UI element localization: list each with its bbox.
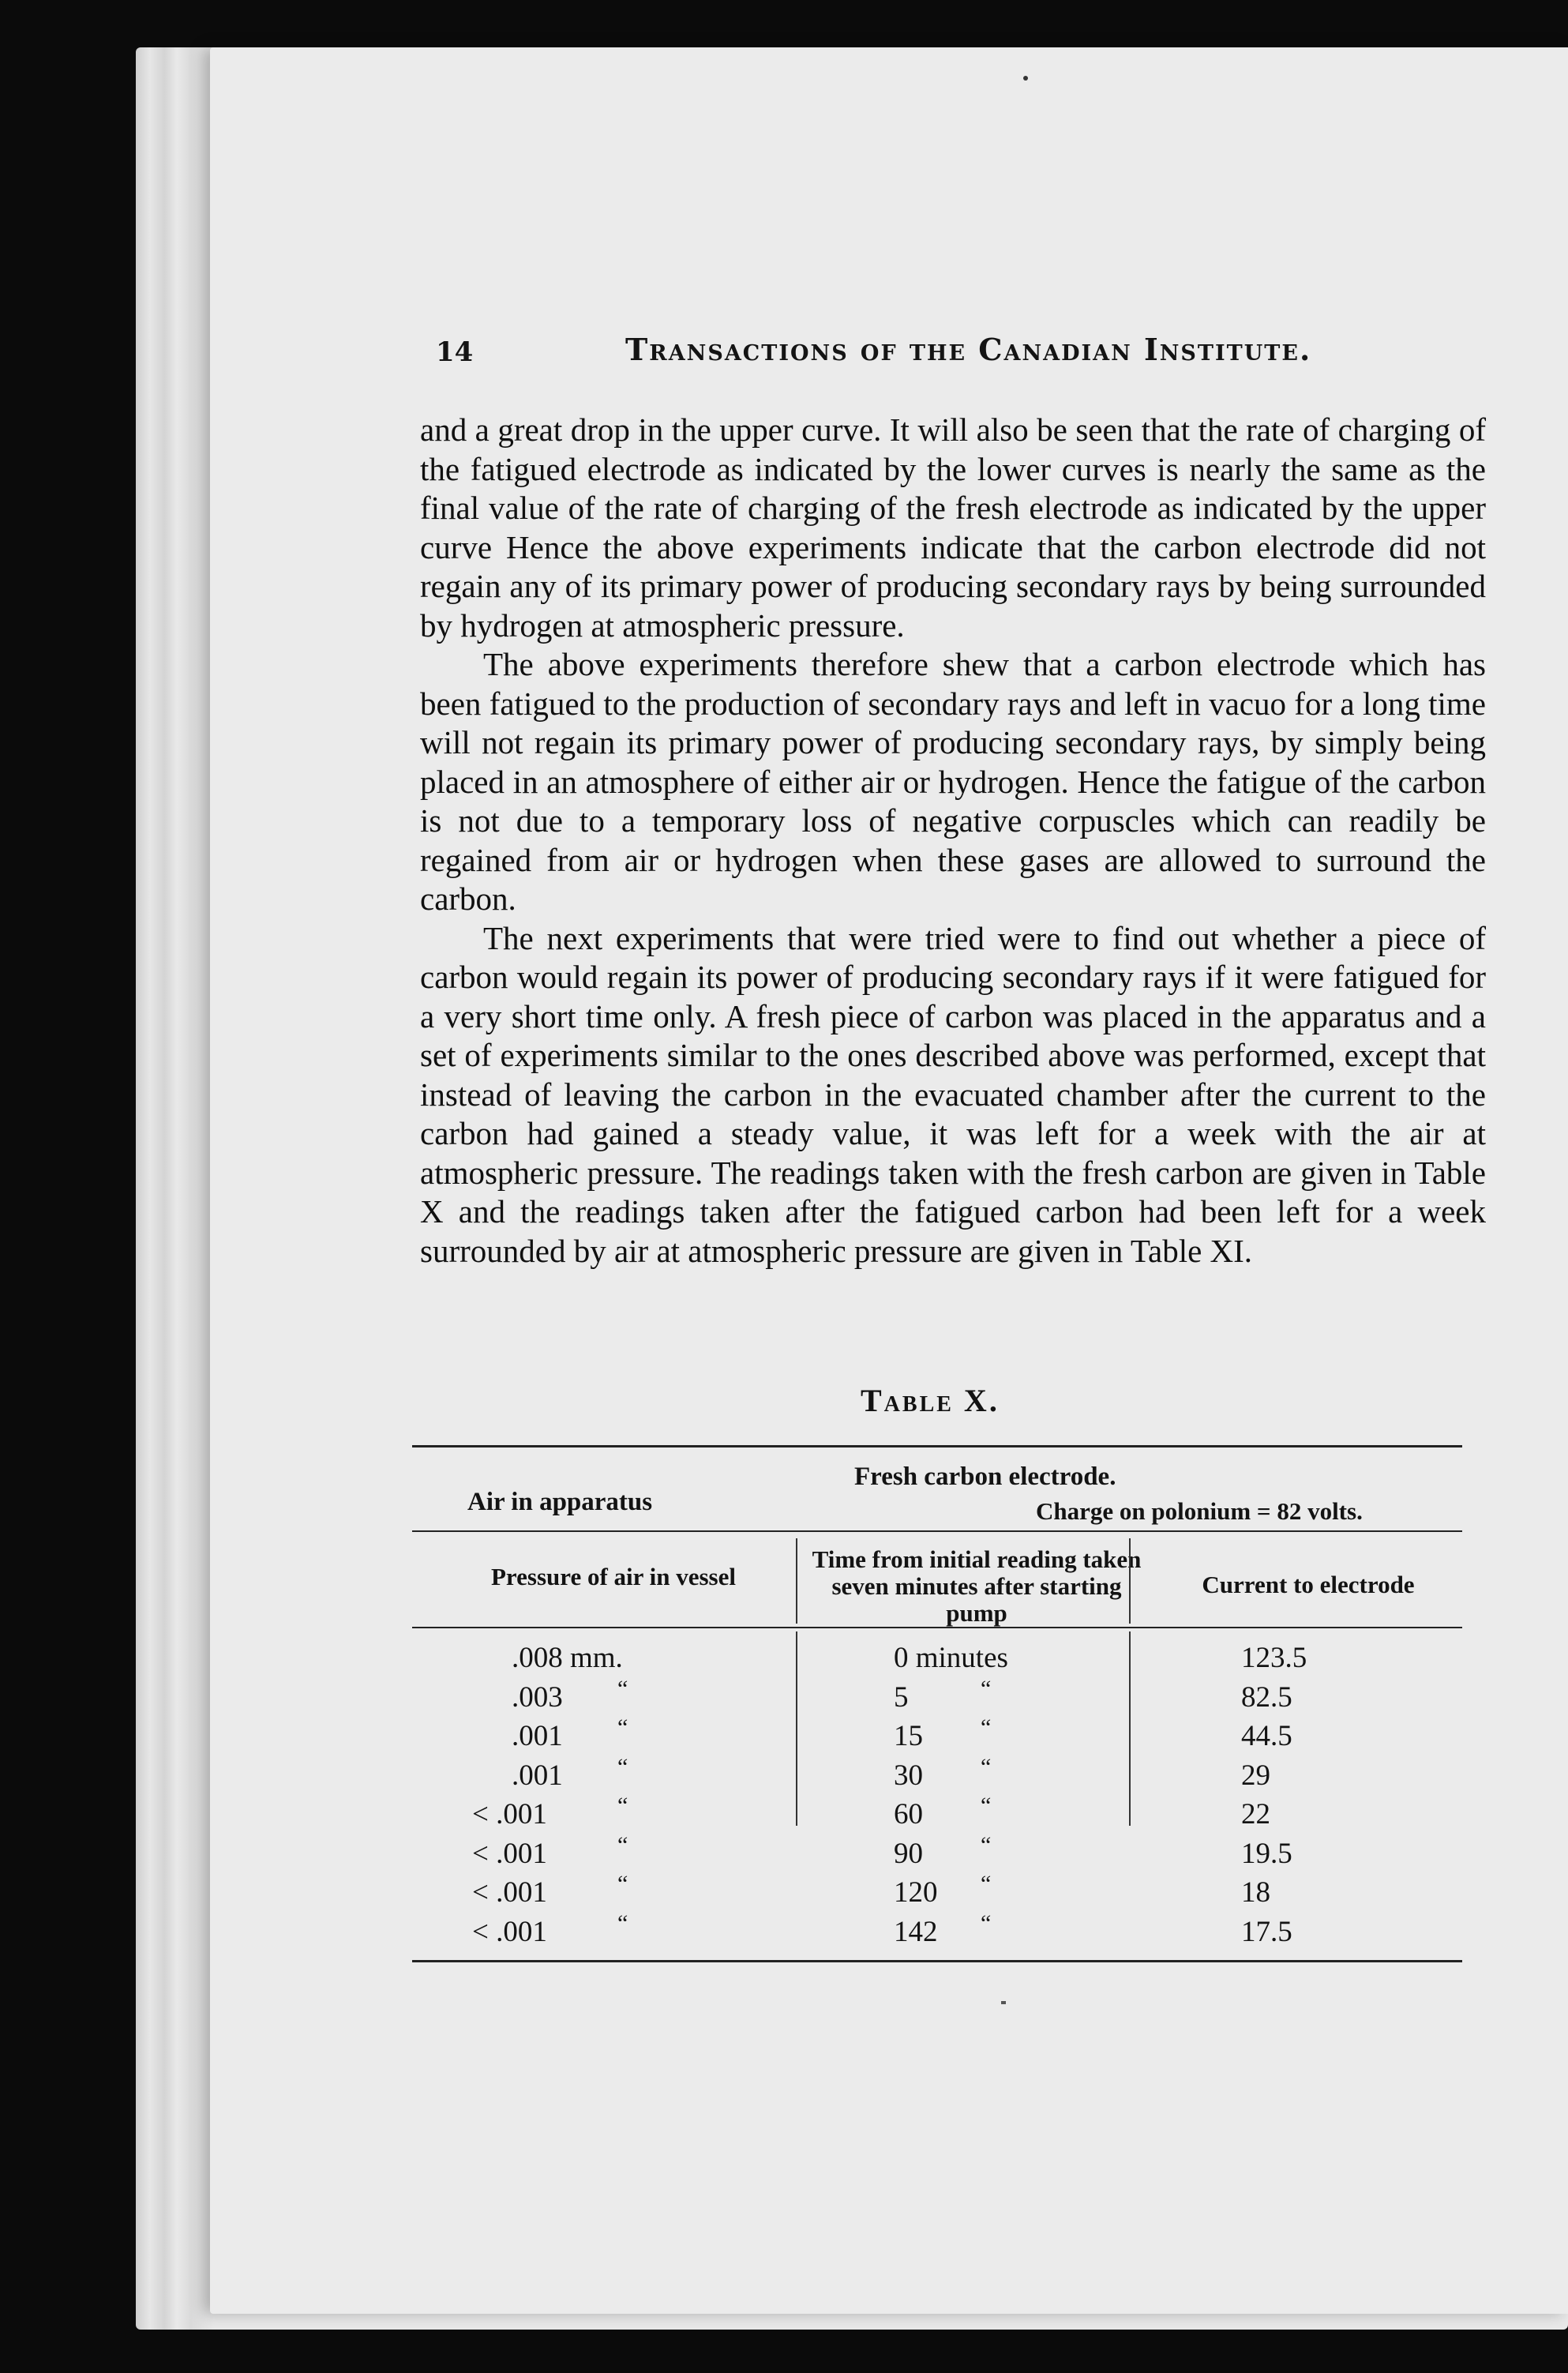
cell-pressure: < .001 xyxy=(472,1837,547,1870)
body-text xyxy=(420,411,1486,1271)
cell-pressure: < .001 xyxy=(472,1876,547,1909)
cell-current: 22 xyxy=(1241,1798,1270,1830)
column-header-current: Current to electrode xyxy=(1202,1571,1415,1598)
paragraph-2: The above experiments therefore shew that a carbon electrode which has been fatigued to the production of secondary rays and left in vacuo for a long time will not regain its primary power of producing secondary rays, by simply being placed in an atmosphere of either air or hydrogen. Hence the fatigue of the carbon is not due to a temporary loss of negative corpuscles which can readily be regained from air or hydrogen when these gases are allowed to surround the carbon. xyxy=(420,646,1486,917)
ditto-mark: “ xyxy=(981,1675,992,1702)
cell-time: 90 xyxy=(894,1837,923,1870)
column-divider xyxy=(796,1538,797,1624)
cell-current: 82.5 xyxy=(1241,1680,1292,1714)
cell-current: 18 xyxy=(1241,1876,1270,1909)
scan-speck xyxy=(1001,2001,1006,2004)
table-bottom-rule xyxy=(412,1960,1462,1962)
cell-time: 30 xyxy=(894,1759,923,1792)
ditto-mark: “ xyxy=(981,1793,992,1819)
column-header-pressure: Pressure of air in vessel xyxy=(491,1563,736,1590)
column-divider xyxy=(1129,1538,1131,1624)
paragraph-1: and a great drop in the upper curve. It will also be seen that the rate of charging of the fatigued electrode as indicated by the lower curves is nearly the same as the final value of the rate of charging of the fresh electrode as indicated by the upper curve Hence the above experiments indicate that the carbon electrode did not regain any of its primary power of producing secondary rays by being surrounded by hydrogen at atmospheric pressure. xyxy=(420,411,1486,644)
ditto-mark: “ xyxy=(617,1909,628,1936)
ditto-mark: “ xyxy=(981,1831,992,1858)
cell-current: 123.5 xyxy=(1241,1642,1307,1674)
ditto-mark: “ xyxy=(617,1675,628,1702)
column-divider xyxy=(796,1631,797,1826)
ditto-mark: “ xyxy=(617,1831,628,1858)
journal-title: Transactions of the Canadian Institute. xyxy=(625,332,1312,367)
ditto-mark: “ xyxy=(981,1714,992,1740)
column-header-time: Time from initial reading taken seven minutes after starting pump xyxy=(812,1545,1142,1627)
paragraph-3: The next experiments that were tried were to find out whether a piece of carbon would regain its power of producing secondary rays if it were fatigued for a very short time only. A fresh piece of carbon was placed in the apparatus and a set of experiments similar to the ones described above was performed, except that instead of leaving the carbon in the evacuated chamber after the current to the carbon had gained a steady value, it was left for a week with the air at atmospheric pressure. The readings taken with the fresh carbon are given in Table X and the readings taken after the fatigued carbon had been left for a week surrounded by air at atmospheric pressure are given in Table XI. xyxy=(420,919,1486,1269)
header-rule xyxy=(412,1530,1462,1532)
page-number: 14 xyxy=(436,336,474,368)
table-top-rule xyxy=(412,1445,1462,1447)
cell-time: 142 xyxy=(894,1915,938,1948)
column-header-rule xyxy=(412,1627,1462,1628)
cell-pressure: < .001 xyxy=(472,1915,547,1948)
cell-current: 29 xyxy=(1241,1759,1270,1792)
ditto-mark: “ xyxy=(617,1714,628,1740)
table-title: Table X. xyxy=(861,1383,1000,1418)
ditto-mark: “ xyxy=(981,1753,992,1780)
cell-time: 120 xyxy=(894,1876,938,1909)
header-charge-on-polonium: Charge on polonium = 82 volts. xyxy=(1036,1497,1363,1525)
header-fresh-carbon: Fresh carbon electrode. xyxy=(854,1462,1116,1491)
cell-pressure: .001 xyxy=(512,1720,563,1752)
cell-pressure: .003 xyxy=(512,1680,563,1714)
cell-time: 60 xyxy=(894,1798,923,1830)
ditto-mark: “ xyxy=(617,1871,628,1897)
cell-time: 5 xyxy=(894,1680,909,1714)
cell-time: 0 minutes xyxy=(894,1642,1008,1674)
cell-pressure: .008 mm. xyxy=(512,1642,623,1674)
ditto-mark: “ xyxy=(617,1793,628,1819)
cell-pressure: .001 xyxy=(512,1759,563,1792)
column-divider xyxy=(1129,1631,1131,1826)
scan-speck xyxy=(1023,76,1028,81)
cell-current: 19.5 xyxy=(1241,1837,1292,1870)
ditto-mark: “ xyxy=(981,1871,992,1897)
cell-current: 44.5 xyxy=(1241,1720,1292,1752)
header-air-in-apparatus: Air in apparatus xyxy=(467,1488,653,1516)
cell-pressure: < .001 xyxy=(472,1798,547,1830)
running-head xyxy=(436,332,1557,379)
ditto-mark: “ xyxy=(981,1909,992,1936)
cell-current: 17.5 xyxy=(1241,1915,1292,1948)
cell-time: 15 xyxy=(894,1720,923,1752)
ditto-mark: “ xyxy=(617,1753,628,1780)
